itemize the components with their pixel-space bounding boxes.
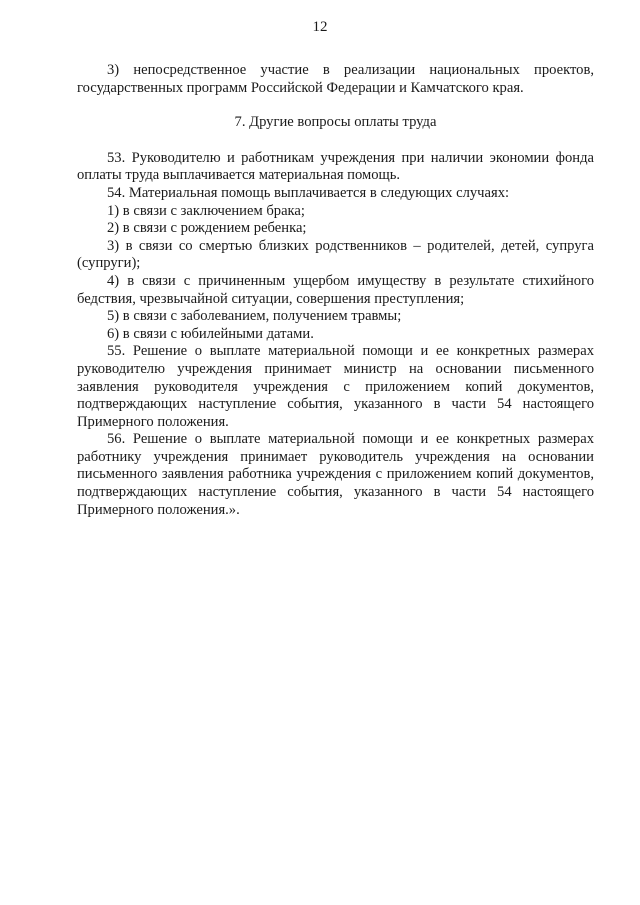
list-item-5: 5) в связи с заболеванием, получением травмы; bbox=[107, 308, 402, 325]
page-number: 12 bbox=[312, 19, 328, 35]
paragraph-55: 55. Решение о выплате материальной помощи и ее конкретных размерах руководителю учреждения принимает министр на основании письменного заявления руководителя учреждения с приложением копий документов, подтверждающих наступление события, указанного в части 54 настоящего Примерного положения. bbox=[77, 343, 594, 430]
paragraph-54: 54. Материальная помощь выплачивается в следующих случаях: bbox=[107, 184, 510, 201]
section-heading: 7. Другие вопросы оплаты труда bbox=[234, 114, 437, 131]
list-item-4: 4) в связи с причиненным ущербом имуществу в результате стихийного бедствия, чрезвычайной ситуации, совершения преступления; bbox=[77, 272, 594, 307]
list-item-2: 2) в связи с рождением ребенка; bbox=[107, 220, 307, 237]
paragraph-item-3: 3) непосредственное участие в реализации национальных проектов, государственных программ Российской Федерации и Камчатского края. bbox=[77, 62, 594, 96]
list-item-1: 1) в связи с заключением брака; bbox=[107, 202, 305, 219]
list-item-6: 6) в связи с юбилейными датами. bbox=[107, 325, 314, 342]
list-item-3: 3) в связи со смертью близких родственников – родителей, детей, супруга (супруги); bbox=[77, 237, 594, 272]
paragraph-53: 53. Руководителю и работникам учреждения при наличии экономии фонда оплаты труда выплачивается материальная помощь. bbox=[77, 149, 594, 184]
paragraph-56: 56. Решение о выплате материальной помощи и ее конкретных размерах работнику учреждения принимает руководитель учреждения на основании письменного заявления работника учреждения с приложением копий документов, подтверждающих наступление события, указанного в части 54 настоящего Примерного положения.». bbox=[77, 431, 594, 518]
document-body bbox=[77, 62, 594, 519]
